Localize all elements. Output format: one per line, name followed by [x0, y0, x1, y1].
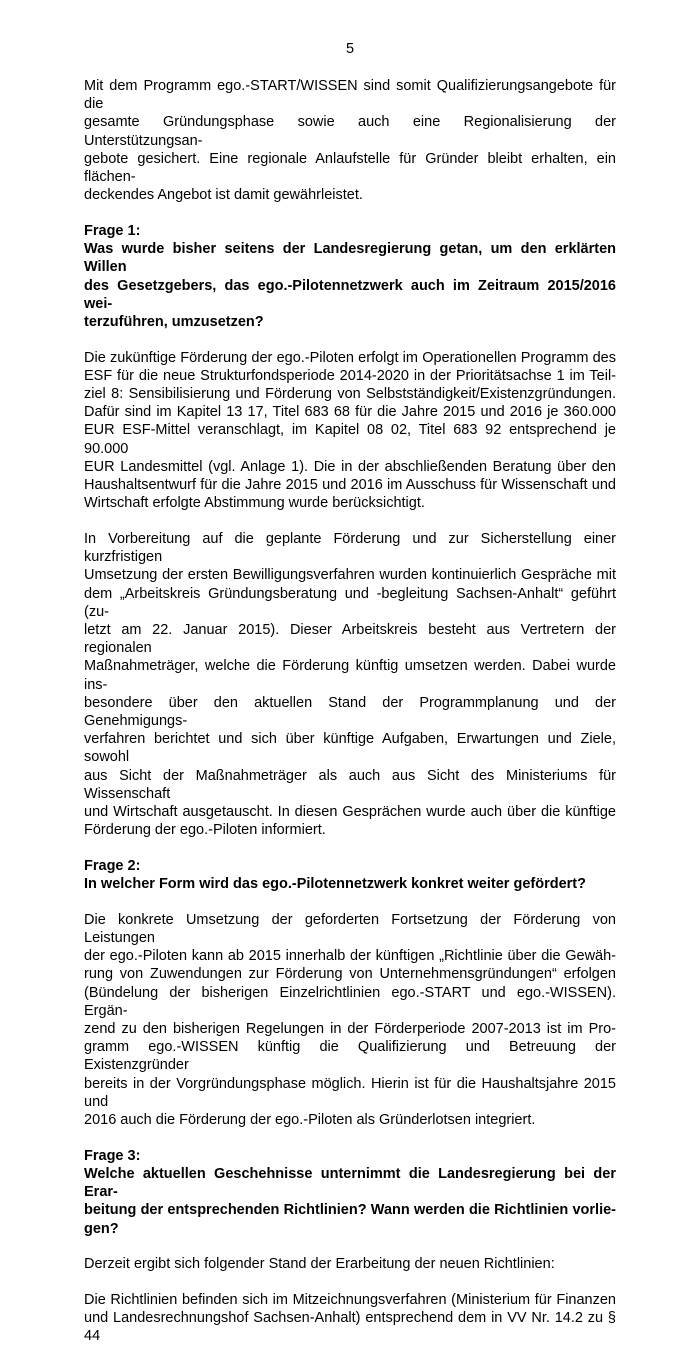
- document-body: [84, 77, 616, 1346]
- text-line: gen?: [84, 1220, 119, 1237]
- text-line: der ego.-Piloten kann ab 2015 innerhalb der künftigen „Richtlinie über die Gewäh-: [84, 948, 616, 965]
- answer-3-paragraph-1: [84, 1255, 616, 1273]
- text-line: In Vorbereitung auf die geplante Förderung und zur Sicherstellung einer kurzfristigen: [84, 530, 616, 566]
- text-line: gebote gesichert. Eine regionale Anlaufstelle für Gründer bleibt erhalten, ein flächen-: [84, 150, 616, 186]
- text-line: EUR ESF-Mittel veranschlagt, im Kapitel 08 02, Titel 683 92 entsprechend je 90.000: [84, 422, 616, 457]
- text-line: Wirtschaft erfolgte Abstimmung wurde berücksichtigt.: [84, 495, 425, 512]
- answer-1-paragraph-2: [84, 530, 616, 839]
- text-line: aus Sicht der Maßnahmeträger als auch aus Sicht des Ministeriums für Wissenschaft: [84, 767, 616, 802]
- question-1-label: Frage 1:: [84, 222, 141, 239]
- text-line: zend zu den bisherigen Regelungen in der Förderperiode 2007-2013 ist im Pro-: [84, 1021, 616, 1038]
- question-1-text: [84, 240, 616, 331]
- page-number: 5: [345, 41, 355, 57]
- answer-2-paragraph: [84, 911, 616, 1129]
- text-line: Maßnahmeträger, welche die Förderung künftig umsetzen werden. Dabei wurde ins-: [84, 658, 616, 693]
- text-line: EUR Landesmittel (vgl. Anlage 1). Die in der abschließenden Beratung über den: [84, 458, 616, 475]
- text-line: ESF für die neue Strukturfondsperiode 2014-2020 in der Prioritätsachse 1 im Teil-: [84, 367, 616, 384]
- text-line: Welche aktuellen Geschehnisse unternimmt die Landesregierung bei der Erar-: [84, 1165, 616, 1201]
- intro-paragraph: [84, 77, 616, 204]
- text-line: Die zukünftige Förderung der ego.-Piloten erfolgt im Operationellen Programm des: [84, 349, 616, 366]
- text-line: und Wirtschaft ausgetauscht. In diesen Gesprächen wurde auch über die künftige: [84, 804, 616, 821]
- question-2-text: [84, 875, 616, 893]
- text-line: bereits in der Vorgründungsphase möglich. Hierin ist für die Haushaltsjahre 2015 und: [84, 1075, 616, 1110]
- text-line: rung von Zuwendungen zur Förderung von Unternehmensgründungen“ erfolgen: [84, 966, 616, 983]
- text-line: Förderung der ego.-Piloten informiert.: [84, 822, 326, 839]
- text-line: 2016 auch die Förderung der ego.-Piloten als Gründerlotsen integriert.: [84, 1112, 536, 1129]
- text-line: des Gesetzgebers, das ego.-Pilotennetzwerk auch im Zeitraum 2015/2016 wei-: [84, 277, 616, 312]
- text-line: Die Richtlinien befinden sich im Mitzeichnungsverfahren (Ministerium für Finanzen: [84, 1291, 616, 1308]
- text-line: verfahren berichtet und sich über künftige Aufgaben, Erwartungen und Ziele, sowohl: [84, 731, 616, 766]
- text-line: Mit dem Programm ego.-START/WISSEN sind somit Qualifizierungsangebote für die: [84, 78, 616, 113]
- text-line: und Landesrechnungshof Sachsen-Anhalt) entsprechend dem in VV Nr. 14.2 zu § 44: [84, 1310, 616, 1345]
- text-line: besondere über den aktuellen Stand der Programmplanung und der Genehmigungs-: [84, 694, 616, 729]
- text-line: Derzeit ergibt sich folgender Stand der Erarbeitung der neuen Richtlinien:: [84, 1256, 555, 1273]
- text-line: dem „Arbeitskreis Gründungsberatung und -begleitung Sachsen-Anhalt“ geführt (zu-: [84, 585, 616, 620]
- text-line: In welcher Form wird das ego.-Pilotennetzwerk konkret weiter gefördert?: [84, 876, 586, 893]
- text-line: Umsetzung der ersten Bewilligungsverfahren wurden kontinuierlich Gespräche mit: [84, 567, 616, 584]
- text-line: Haushaltsentwurf für die Jahre 2015 und 2016 im Ausschuss für Wissenschaft und: [84, 477, 616, 494]
- answer-1-paragraph-1: [84, 349, 616, 513]
- text-line: (Bündelung der bisherigen Einzelrichtlinien ego.-START und ego.-WISSEN). Ergän-: [84, 984, 616, 1019]
- text-line: beitung der entsprechenden Richtlinien? Wann werden die Richtlinien vorlie-: [84, 1202, 616, 1219]
- question-3-label: Frage 3:: [84, 1147, 141, 1164]
- text-line: ziel 8: Sensibilisierung und Förderung von Selbstständigkeit/Existenzgründungen.: [84, 386, 616, 403]
- text-line: Dafür sind im Kapitel 13 17, Titel 683 68 für die Jahre 2015 und 2016 je 360.000: [84, 404, 616, 421]
- text-line: letzt am 22. Januar 2015). Dieser Arbeitskreis besteht aus Vertretern der regionalen: [84, 621, 616, 657]
- answer-3-paragraph-2: [84, 1291, 616, 1346]
- text-line: Die konkrete Umsetzung der geforderten Fortsetzung der Förderung von Leistungen: [84, 911, 616, 947]
- text-line: terzuführen, umzusetzen?: [84, 313, 264, 330]
- text-line: Was wurde bisher seitens der Landesregierung getan, um den erklärten Willen: [84, 241, 616, 276]
- text-line: gramm ego.-WISSEN künftig die Qualifizierung und Betreuung der Existenzgründer: [84, 1039, 616, 1074]
- question-2-label: Frage 2:: [84, 857, 141, 874]
- text-line: deckendes Angebot ist damit gewährleistet.: [84, 187, 363, 204]
- text-line: gesamte Gründungsphase sowie auch eine Regionalisierung der Unterstützungsan-: [84, 114, 616, 149]
- question-3-text: [84, 1165, 616, 1238]
